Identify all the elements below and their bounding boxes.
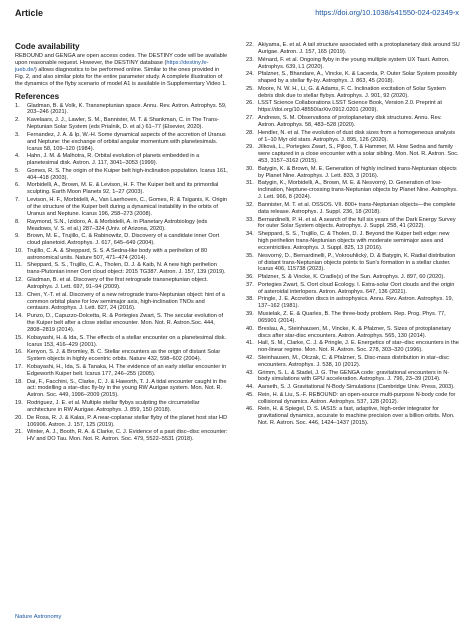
- reference-number: 43.: [246, 369, 254, 376]
- reference-item: [246, 296, 460, 310]
- reference-text: Pfalzner, S. & Vincke, K. Cradle(s) of the Sun. Astrophys. J. 897, 60 (2020).: [258, 274, 445, 281]
- reference-item: [15, 313, 229, 334]
- reference-text: Rodriguez, J. E. et al. Multiple stellar flybys sculpting the circumstellar architecture in RW Aurigae. Astrophys. J. 859, 150 (2018).: [27, 400, 200, 413]
- reference-number: 38.: [246, 296, 254, 303]
- reference-item: [246, 384, 460, 391]
- reference-item: [246, 392, 460, 406]
- reference-number: 5.: [15, 167, 20, 174]
- reference-text: Bannister, M. T. et al. OSSOS. VII. 800+ trans-Neptunian objects—the complete data release. Astrophys. J. Suppl. 236, 18 (2018).: [258, 201, 456, 215]
- reference-text: Punzo, D., Capuzzo-Dolcetta, R. & Portegies Zwart, S. The secular evolution of the Kuiper belt after a close stellar encounter. Mon. Not. R. Astron.Soc. 444, 2808–2819 (2014).: [27, 313, 224, 333]
- reference-text: Steinhausen, M., Olczak, C. & Pfalzner, S. Disc-mass distribution in star–disc encounters. Astrophys. J. 538, 10 (2012).: [258, 354, 449, 368]
- reference-list-left: [15, 103, 229, 444]
- reference-text: Akiyama, E. et al. A tail structure associated with a protoplanetary disk around SU Aurigae. Astron. J. 157, 165 (2019).: [258, 42, 460, 55]
- reference-item: [246, 180, 460, 201]
- reference-number: 16.: [15, 349, 23, 356]
- reference-item: [246, 370, 460, 384]
- reference-number: 21.: [15, 429, 23, 436]
- reference-item: [15, 153, 229, 167]
- reference-text: Rein, H. & Liu, S.-F. REBOUND: an open-source multi-purpose N-body code for collisional dynamics. Astron. Astrophys. 537, 128 (2012).: [258, 391, 456, 405]
- reference-item: [246, 253, 460, 274]
- reference-number: 23.: [246, 56, 254, 63]
- right-column: [246, 42, 460, 428]
- reference-number: 40.: [246, 325, 254, 332]
- reference-item: [15, 335, 229, 349]
- section-label: Article: [15, 8, 44, 18]
- reference-text: Ménard, F. et al. Ongoing flyby in the young multiple system UX Tauri. Astron. Astrophys. 639, L1 (2020).: [258, 56, 450, 70]
- reference-number: 45.: [246, 391, 254, 398]
- reference-item: [15, 219, 229, 233]
- reference-number: 41.: [246, 340, 254, 347]
- reference-number: 28.: [246, 129, 254, 136]
- reference-number: 15.: [15, 334, 23, 341]
- reference-number: 26.: [246, 100, 254, 107]
- reference-item: [246, 274, 460, 281]
- reference-number: 36.: [246, 274, 254, 281]
- page-header: [15, 8, 459, 22]
- reference-item: [15, 277, 229, 291]
- code-text-before: REBOUND and GENGA are open access codes. The DESTINY code will be available upon reasonable request. However, the DESTINY database (: [15, 53, 228, 66]
- reference-number: 3.: [15, 131, 20, 138]
- reference-text: Hahn, J. M. & Malhotra, R. Orbital evolution of planets embedded in a planetesimal disk. Astron. J. 117, 3041–3053 (1999).: [27, 153, 200, 167]
- reference-number: 2.: [15, 117, 20, 124]
- reference-number: 12.: [15, 277, 23, 284]
- reference-text: Bernardinelli, P. H. et al. A search of the full six years of the Dark Energy Survey for outer Solar System objects. Astrophys. J. Suppl. 258, 41 (2022).: [258, 216, 456, 230]
- reference-text: Kenyon, S. J. & Bromley, B. C. Stellar encounters as the origin of distant Solar System objects in highly eccentric orbits. Nature 432, 598–602 (2004).: [27, 349, 221, 363]
- reference-text: Kavelaars, J. J., Lawler, S. M., Bannister, M. T. & Shankman, C. in The Trans-Neptunian Solar System (eds Prialnik, D. et al.) 61–77 (Elsevier, 2020).: [27, 117, 219, 131]
- reference-text: De Rosa, R. J. & Kalas, P. A near-coplanar stellar flyby of the planet host star HD 106906. Astron. J. 157, 125 (2019).: [27, 414, 228, 428]
- reference-item: [15, 168, 229, 182]
- reference-item: [246, 100, 460, 114]
- reference-number: 27.: [246, 115, 254, 122]
- reference-number: 10.: [15, 247, 23, 254]
- reference-text: Andrews, S. M. Observations of protoplanetary disk structures. Annu. Rev. Astron. Astrophys. 58, 483–528 (2020).: [258, 115, 442, 128]
- reference-text: Hendler, N. et al. The evolution of dust disk sizes from a homogeneous analysis of 1–10 Myr old stars. Astrophys. J. 895, 126 (2020).: [258, 129, 456, 143]
- reference-item: [246, 42, 460, 56]
- reference-text: Gladman, B. & Volk, K. Transneptunian space. Annu. Rev. Astron. Astrophys. 59, 203–246 (2021).: [27, 102, 227, 116]
- destiny-database-link[interactable]: https://destiny.fe-jueb.de/: [15, 59, 209, 73]
- reference-text: Gomes, R. S. The origin of the Kuiper belt high-inclination population. Icarus 161, 404–418 (2003).: [27, 167, 228, 181]
- left-column: [15, 42, 229, 444]
- doi-link[interactable]: https://doi.org/10.1038/s41550-024-02349-x: [315, 8, 459, 17]
- reference-text: Sheppard, S. S., Trujillo, C. A., Tholen, D. J. & Kaib, N. A new high perihelion trans-Plutonian inner Oort cloud object: 2015 TG387. Astron. J. 157, 139 (2019).: [27, 262, 226, 276]
- reference-item: [246, 130, 460, 144]
- reference-text: Brown, M. E., Trujillo, C. & Rabinowitz, D. Discovery of a candidate inner Oort cloud planetoid. Astrophys. J. 617, 645–649 (2004).: [27, 233, 220, 247]
- reference-number: 37.: [246, 281, 254, 288]
- reference-item: [15, 197, 229, 218]
- reference-list-right: [246, 42, 460, 427]
- reference-number: 34.: [246, 231, 254, 238]
- reference-text: Aarseth, S. J. Gravitational N-Body Simulations (Cambridge Univ. Press, 2003).: [258, 384, 455, 391]
- reference-item: [246, 340, 460, 354]
- reference-item: [246, 355, 460, 369]
- reference-text: Dai, F., Facchini, S., Clarke, C. J. & Haworth, T. J. A tidal encounter caught in the act: modelling a star–disc fly-by in the young RW Aurigae system. Mon. Not. R. Astron. Soc. 449, 1996–2009 (2015).: [27, 378, 227, 399]
- reference-text: Hall, S. M., Clarke, C. J. & Pringle, J. E. Energetics of star–disc encounters in the non-linear regime. Mon. Not. R. Astron. Soc. 278, 303–320 (1996).: [258, 340, 459, 354]
- reference-item: [15, 103, 229, 117]
- reference-text: Grimm, S. L. & Stadel, J. G. The GENGA code: gravitational encounters in N-body simulations with GPU acceleration. Astrophys. J. 796, 23–39 (2014).: [258, 369, 450, 383]
- reference-number: 7.: [15, 197, 20, 204]
- reference-number: 33.: [246, 216, 254, 223]
- reference-number: 9.: [15, 233, 20, 240]
- reference-number: 17.: [15, 363, 23, 370]
- reference-number: 32.: [246, 201, 254, 208]
- reference-number: 24.: [246, 71, 254, 78]
- reference-number: 8.: [15, 218, 20, 225]
- reference-number: 11.: [15, 262, 23, 269]
- reference-number: 14.: [15, 313, 23, 320]
- reference-text: Jílková, L., Portegies Zwart, S., Pijloo, T. & Hammer, M. How Sedna and family were captured in a close encounter with a solar sibling. Mon. Not. R. Astron. Soc. 453, 3157–3162 (2015).: [258, 144, 459, 165]
- reference-text: Pfalzner, S., Bhandare, A., Vincke, K. & Lacerda, P. Outer Solar System possibly shaped by a stellar fly-by. Astrophys. J. 863, 45 (2018).: [258, 71, 458, 85]
- reference-item: [246, 202, 460, 216]
- reference-item: [246, 231, 460, 252]
- reference-item: [15, 262, 229, 276]
- journal-footer: Nature Astronomy: [15, 614, 62, 620]
- reference-item: [246, 326, 460, 340]
- reference-item: [246, 406, 460, 427]
- reference-number: 22.: [246, 42, 254, 48]
- reference-text: Moore, N. W. H., Li, G. & Adams, F. C. Inclination excitation of Solar System debris disk due to stellar flybys. Astrophys. J. 901, 92 (2020).: [258, 85, 446, 99]
- reference-number: 42.: [246, 354, 254, 361]
- reference-text: Chen, Y.-T. et al. Discovery of a new retrograde trans-Neptunian object: hint of a common orbital plane for low semimajor axis, high-inclination TNOs and centaurs. Astrophys. J. Lett. 827, 24 (2016).: [27, 291, 225, 312]
- reference-text: Winter, A. J., Booth, R. A. & Clarke, C. J. Evidence of a past disc–disc encounter: HV and DO Tau. Mon. Not. R. Astron. Soc. 479, 5522–5531 (2018).: [27, 429, 228, 443]
- reference-text: Nesvorný, D., Bernardinelli, P., Vokrouhlický, D. & Batygin, K. Radial distribution of distant trans-Neptunian objects points to Sun's formation in a stellar cluster. Icarus 406, 115738 (2023).: [258, 252, 456, 273]
- reference-item: [15, 379, 229, 400]
- reference-number: 19.: [15, 400, 23, 407]
- reference-item: [246, 282, 460, 296]
- reference-number: 31.: [246, 180, 254, 187]
- reference-text: Sheppard, S. S., Trujillo, C. & Tholen, D. J. Beyond the Kuiper belt edge: new high perihelion trans-Neptunian objects with moderate semimajor axes and eccentricities. Astrophys. J. Suppl. 825, 13 (2016).: [258, 231, 450, 251]
- reference-item: [15, 429, 229, 443]
- reference-item: [15, 182, 229, 196]
- reference-text: Pringle, J. E. Accretion discs in astrophysics. Annu. Rev. Astron. Astrophys. 19, 137–162 (1981).: [258, 296, 454, 310]
- reference-text: Kobayashi, H., Ida, S. & Tanaka, H. The evidence of an early stellar encounter in Edgeworth Kuiper belt. Icarus 177, 246–255 (2005).: [27, 363, 227, 377]
- reference-number: 18.: [15, 378, 23, 385]
- reference-text: Breslau, A., Steinhausen, M., Vincke, K. & Pfalzner, S. Sizes of protoplanetary discs after star-disc encounters. Astron. Astrophys. 565, 130 (2014).: [258, 325, 451, 339]
- reference-number: 35.: [246, 252, 254, 259]
- reference-text: Gladman, B. et al. Discovery of the first retrograde transneptunian object. Astrophys. J. Lett. 697, 91–94 (2009).: [27, 277, 208, 290]
- reference-text: Rein, H. & Spiegel, D. S. IAS15: a fast, adaptive, high-order integrator for gravitational dynamics, accurate to machine precision over a billion orbits. Mon. Not. R. Astron. Soc. 446, 1424–1437 (2015).: [258, 406, 455, 427]
- reference-item: [246, 166, 460, 180]
- reference-number: 39.: [246, 311, 254, 318]
- code-availability-heading: Code availability: [15, 42, 80, 51]
- reference-item: [246, 71, 460, 85]
- reference-number: 13.: [15, 291, 23, 298]
- reference-item: [246, 311, 460, 325]
- reference-text: LSST Science Collaborations LSST Science Book, Version 2.0. Preprint at https://doi.org/10.48550/arXiv.0912.0201 (2009).: [258, 100, 442, 114]
- reference-item: [15, 117, 229, 131]
- reference-number: 30.: [246, 165, 254, 172]
- reference-number: 6.: [15, 182, 20, 189]
- reference-item: [246, 57, 460, 71]
- reference-text: Raymond, S.N., Izidoro, A. & Morbidelli, A. in Planetary Astrobiology (eds Meadows, V. S. et al.) 287–324 (Univ. of Arizona, 2020).: [27, 218, 208, 232]
- reference-text: Batygin, K., Morbidelli, A., Brown, M. E. & Nesvorný, D. Generation of low-inclination, Neptune-crossing trans-Neptunian objects by Planet Nine. Astrophys. J. Lett. 966, 8 (2024).: [258, 180, 458, 201]
- reference-item: [15, 349, 229, 363]
- code-availability-text: [15, 53, 229, 88]
- reference-text: Morbidelli, A., Brown, M. E. & Levison, H. F. The Kuiper belt and its primordial sculpting. Earth Moon Planets 92, 1–27 (2003).: [27, 182, 219, 196]
- reference-item: [15, 248, 229, 262]
- references-heading: References: [15, 91, 60, 101]
- reference-item: [15, 400, 229, 414]
- reference-text: Musielak, Z. E. & Quarles, B. The three-body problem. Rep. Prog. Phys. 77, 065901 (2014).: [258, 311, 446, 324]
- reference-item: [15, 132, 229, 153]
- reference-item: [246, 115, 460, 129]
- reference-number: 25.: [246, 85, 254, 92]
- reference-text: Batygin, K. & Brown, M. E. Generation of highly inclined trans-Neptunian objects by Planet Nine. Astrophys. J. Lett. 833, 3 (2016).: [258, 165, 457, 179]
- reference-item: [246, 217, 460, 231]
- reference-text: Trujillo, C. A. & Sheppard, S. S. A Sedna-like body with a perihelion of 80 astronomical units. Nature 507, 471–474 (2014).: [27, 247, 208, 261]
- reference-text: Levison, H. F., Morbidelli, A., Van Laerhoven, C., Gomes, R. & Tsiganis, K. Origin of the structure of the Kuiper belt during a dynamical instability in the orbits of Uranus and Neptune. Icarus 196, 258–273 (2008).: [27, 197, 228, 217]
- reference-item: [15, 292, 229, 313]
- reference-number: 4.: [15, 153, 20, 160]
- reference-text: Portegies Zwart, S. Oort cloud Ecology. I. Extra-solar Oort clouds and the origin of asteroidal interlopers. Astron. Astrophys. 647, 136 (2021).: [258, 281, 455, 295]
- reference-item: [15, 233, 229, 247]
- reference-item: [15, 364, 229, 378]
- reference-number: 46.: [246, 406, 254, 413]
- reference-text: Fernandez, J. A. & Ip, W.-H. Some dynamical aspects of the accretion of Uranus and Neptune: the exchange of orbital angular momentum with planetesimals. Icarus 58, 109–120 (1984).: [27, 131, 226, 152]
- reference-item: [246, 144, 460, 165]
- code-text-after: ) allows diagnostics to be performed online. Similar to the ones provided in Fig. 2, and also similar plots for the entire parameter study. A complete illustration of the dynamics of the flyby scenario of model A1 is available in Supplementary Video 1.: [15, 66, 227, 87]
- reference-number: 29.: [246, 144, 254, 151]
- reference-number: 1.: [15, 102, 20, 109]
- reference-item: [246, 86, 460, 100]
- reference-item: [15, 415, 229, 429]
- reference-number: 20.: [15, 414, 23, 421]
- reference-number: 44.: [246, 384, 254, 391]
- reference-text: Kobayashi, H. & Ida, S. The effects of a stellar encounter on a planetesimal disk. Icarus 153, 416–429 (2001).: [27, 334, 227, 348]
